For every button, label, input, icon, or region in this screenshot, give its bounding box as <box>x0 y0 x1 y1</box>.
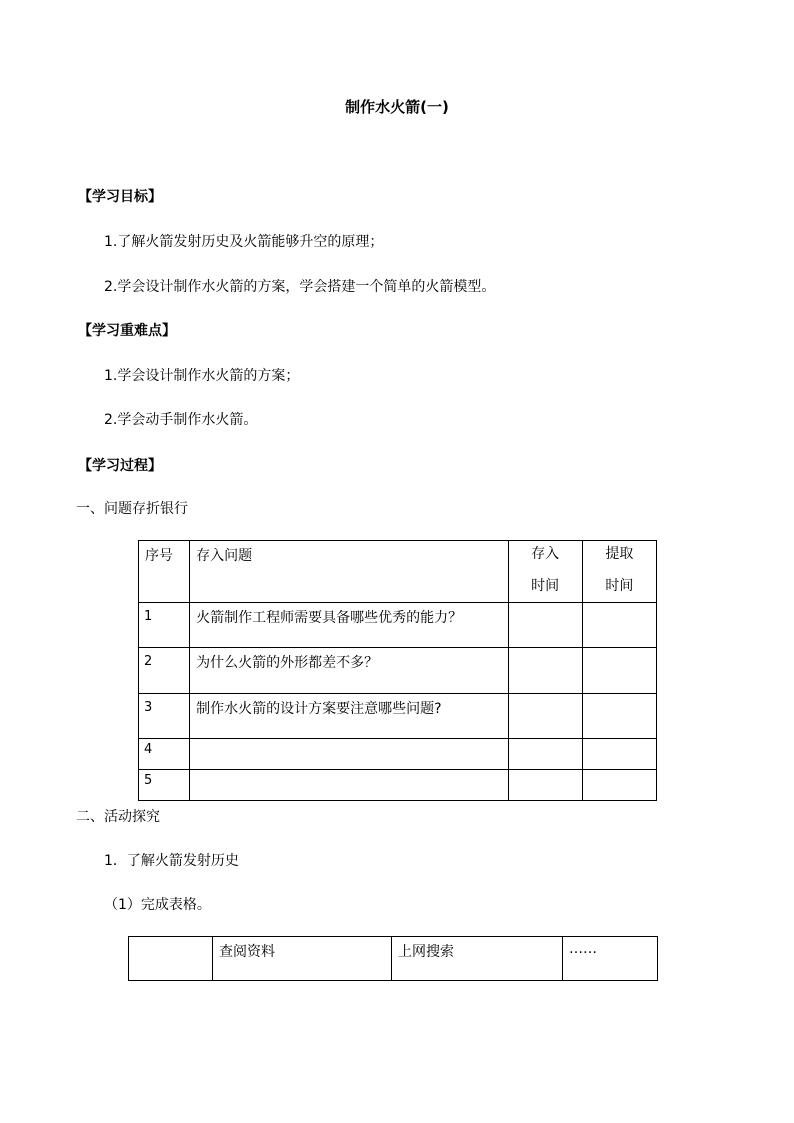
header-withdraw-time-label: 时间 <box>605 578 634 594</box>
header-deposit-time-label: 时间 <box>531 578 560 594</box>
part1-heading: 一、问题存折银行 <box>76 501 188 517</box>
header-question: 存入问题 <box>190 541 508 603</box>
row-question-empty[interactable] <box>190 770 508 801</box>
header-index: 序号 <box>139 541 190 603</box>
goals-item-2: 2.学会设计制作水火箭的方案，学会搭建一个简单的火箭模型。 <box>104 279 496 295</box>
row-withdraw-time-cell[interactable] <box>582 603 656 648</box>
table-row <box>139 739 657 770</box>
header-withdraw-time <box>582 541 656 603</box>
question-bank-table <box>138 540 657 801</box>
row-deposit-time-cell[interactable] <box>508 770 582 801</box>
row-question-empty[interactable] <box>190 739 508 770</box>
row-index: 4 <box>139 739 190 770</box>
row-index: 1 <box>139 603 190 648</box>
row-deposit-time-cell[interactable] <box>508 648 582 694</box>
research-cell-consult: 查阅资料 <box>213 937 392 981</box>
part2-heading: 二、活动探究 <box>76 809 160 825</box>
row-withdraw-time-cell[interactable] <box>582 694 656 739</box>
research-cell-blank[interactable] <box>129 937 213 981</box>
key-points-item-1: 1.学会设计制作水火箭的方案； <box>104 368 300 384</box>
row-deposit-time-cell[interactable] <box>508 603 582 648</box>
row-deposit-time-cell[interactable] <box>508 739 582 770</box>
header-deposit-time <box>508 541 582 603</box>
goals-heading: 【学习目标】 <box>78 189 162 205</box>
goals-item-1: 1.了解火箭发射历史及火箭能够升空的原理； <box>104 234 384 250</box>
research-table <box>128 936 658 981</box>
key-points-heading: 【学习重难点】 <box>78 323 176 339</box>
table-row <box>139 694 657 739</box>
row-index: 5 <box>139 770 190 801</box>
table-row <box>139 770 657 801</box>
row-deposit-time-cell[interactable] <box>508 694 582 739</box>
question-table-header-row <box>139 541 657 603</box>
row-question: 为什么火箭的外形都差不多？ <box>190 648 508 694</box>
key-points-item-2: 2.学会动手制作水火箭。 <box>104 412 258 428</box>
row-withdraw-time-cell[interactable] <box>582 739 656 770</box>
process-heading: 【学习过程】 <box>78 458 162 474</box>
research-cell-search: 上网搜索 <box>392 937 563 981</box>
row-question: 制作水火箭的设计方案要注意哪些问题? <box>190 694 508 739</box>
table-row <box>139 648 657 694</box>
header-deposit-label: 存入 <box>531 546 560 562</box>
row-index: 2 <box>139 648 190 694</box>
part2-sub1-1: （1）完成表格。 <box>104 897 211 913</box>
page-title: 制作水火箭(一) <box>345 98 449 116</box>
row-question: 火箭制作工程师需要具备哪些优秀的能力？ <box>190 603 508 648</box>
table-row <box>139 603 657 648</box>
research-table-row <box>129 937 658 981</box>
part2-sub1: 1．了解火箭发射历史 <box>104 853 239 869</box>
header-withdraw-label: 提取 <box>605 546 634 562</box>
row-withdraw-time-cell[interactable] <box>582 770 656 801</box>
row-withdraw-time-cell[interactable] <box>582 648 656 694</box>
row-index: 3 <box>139 694 190 739</box>
research-cell-more: …… <box>563 937 658 981</box>
